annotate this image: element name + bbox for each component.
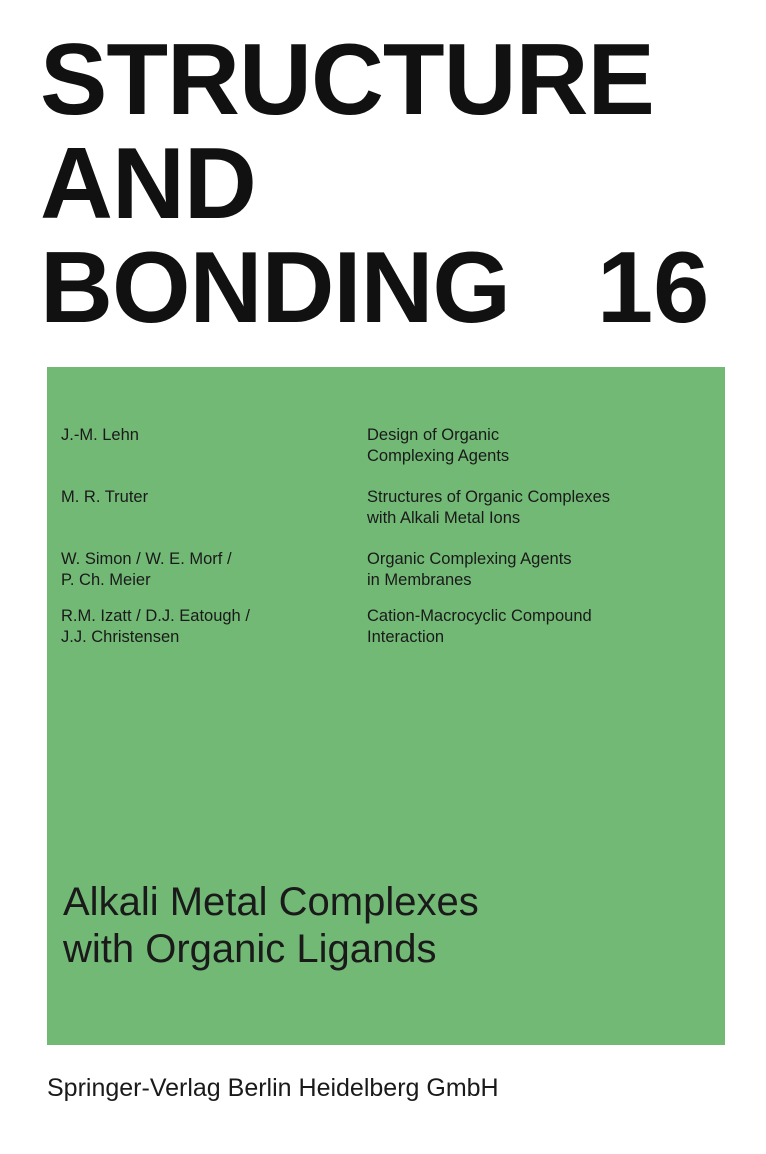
contents-entry xyxy=(61,606,711,648)
entry-authors: J.-M. Lehn xyxy=(61,426,139,444)
volume-title: Alkali Metal Complexes with Organic Ligands xyxy=(63,880,479,971)
entry-authors: W. Simon / W. E. Morf / P. Ch. Meier xyxy=(61,550,232,589)
entry-authors: R.M. Izatt / D.J. Eatough / J.J. Christensen xyxy=(61,607,250,646)
contents-entry xyxy=(61,487,711,529)
contents-entry xyxy=(61,549,711,591)
entry-authors: M. R. Truter xyxy=(61,488,149,506)
series-title-line-1: STRUCTURE xyxy=(40,24,654,136)
publisher-imprint: Springer-Verlag Berlin Heidelberg GmbH xyxy=(47,1074,499,1102)
entry-title: Cation-Macrocyclic Compound Interaction xyxy=(367,607,592,646)
entry-title: Organic Complexing Agents in Membranes xyxy=(367,550,572,589)
series-title-line-3: BONDING xyxy=(40,232,510,344)
volume-number: 16 xyxy=(597,232,710,344)
entry-title: Structures of Organic Complexes with Alkali Metal Ions xyxy=(367,488,611,527)
contents-list xyxy=(61,425,711,648)
contents-panel xyxy=(47,367,725,1045)
series-title-line-2: AND xyxy=(40,128,256,240)
contents-entry xyxy=(61,425,711,467)
entry-title: Design of Organic Complexing Agents xyxy=(367,426,510,465)
